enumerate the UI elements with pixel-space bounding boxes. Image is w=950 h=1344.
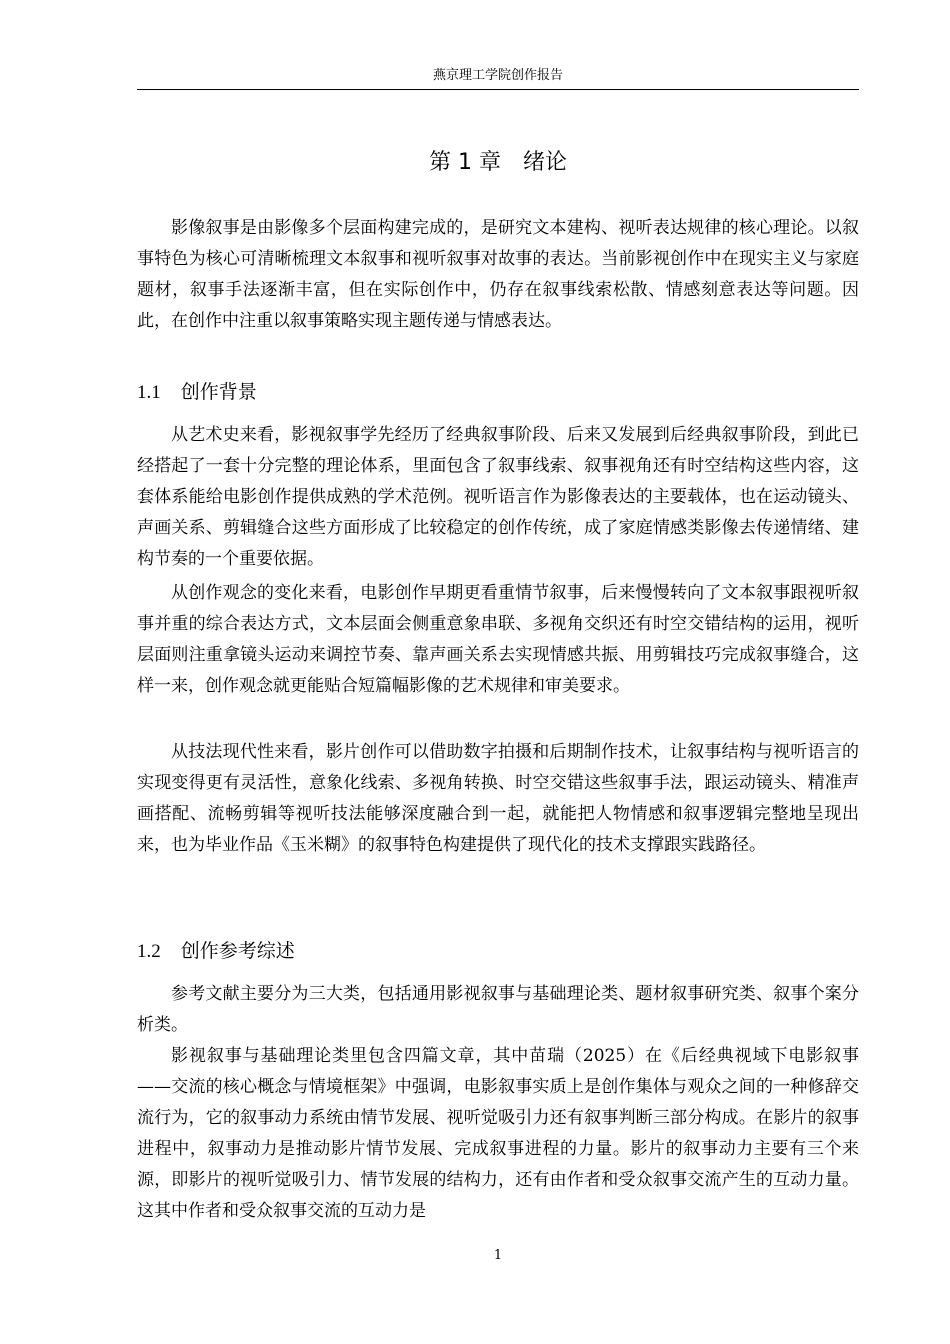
section-heading-1-2 [137, 937, 859, 966]
background-paragraph-2: 从创作观念的变化来看，电影创作早期更看重情节叙事，后来慢慢转向了文本叙事跟视听叙事并重的综合表达方式，文本层面会侧重意象串联、多视角交织还有时空交错结构的运用，视听层面则注重拿镜头运动来调控节奏、靠声画关系去实现情感共振、用剪辑技巧完成叙事缝合，这样一来，创作观念就更能贴合短篇幅影像的艺术规律和审美要求。 [137, 583, 859, 696]
chapter-heading [137, 147, 859, 179]
chapter-title: 绪论 [522, 150, 567, 175]
section-title: 创作参考综述 [180, 940, 295, 962]
background-paragraph-1: 从艺术史来看，影视叙事学先经历了经典叙事阶段、后来又发展到后经典叙事阶段，到此已经搭起了一套十分完整的理论体系，里面包含了叙事线索、叙事视角还有时空结构这些内容，这套体系能给电影创作提供成熟的学术范例。视听语言作为影像表达的主要载体，也在运动镜头、声画关系、剪辑缝合这些方面形成了比较稳定的创作传统，成了家庭情感类影像去传递情绪、建构节奏的一个重要依据。 [137, 425, 859, 569]
section-heading-1-1 [137, 378, 859, 407]
section-number: 1.2 [137, 941, 161, 962]
section-number: 1.1 [137, 382, 161, 403]
header-rule [137, 89, 859, 90]
running-header: 燕京理工学院创作报告 [432, 68, 563, 83]
page-number: 1 [493, 1248, 503, 1263]
intro-paragraph: 影像叙事是由影像多个层面构建完成的，是研究文本建构、视听表达规律的核心理论。以叙事特色为核心可清晰梳理文本叙事和视听叙事对故事的表达。当前影视创作中在现实主义与家庭题材，叙事手法逐渐丰富，但在实际创作中，仍存在叙事线索松散、情感刻意表达等问题。因此，在创作中注重以叙事策略实现主题传递与情感表达。 [137, 218, 859, 331]
background-paragraph-3: 从技法现代性来看，影片创作可以借助数字拍摄和后期制作技术，让叙事结构与视听语言的实现变得更有灵活性，意象化线索、多视角转换、时空交错这些叙事手法，跟运动镜头、精准声画搭配、流畅剪辑等视听技法能够深度融合到一起，就能把人物情感和叙事逻辑完整地呈现出来，也为毕业作品《玉米糊》的叙事特色构建提供了现代化的技术支撑跟实践路径。 [137, 742, 859, 855]
reference-paragraph-2: 影视叙事与基础理论类里包含四篇文章，其中苗瑞（2025）在《后经典视域下电影叙事——交流的核心概念与情境框架》中强调，电影叙事实质上是创作集体与观众之间的一种修辞交流行为，它的叙事动力系统由情节发展、视听觉吸引力还有叙事判断三部分构成。在影片的叙事进程中，叙事动力是推动影片情节发展、完成叙事进程的力量。影片的叙事动力主要有三个来源，即影片的视听觉吸引力、情节发展的结构力，还有由作者和受众叙事交流产生的互动力量。这其中作者和受众叙事交流的互动力是 [137, 1046, 859, 1221]
reference-paragraph-1: 参考文献主要分为三大类，包括通用影视叙事与基础理论类、题材叙事研究类、叙事个案分析类。 [137, 984, 859, 1035]
section-title: 创作背景 [180, 381, 257, 403]
chapter-number: 第 1 章 [429, 150, 501, 175]
